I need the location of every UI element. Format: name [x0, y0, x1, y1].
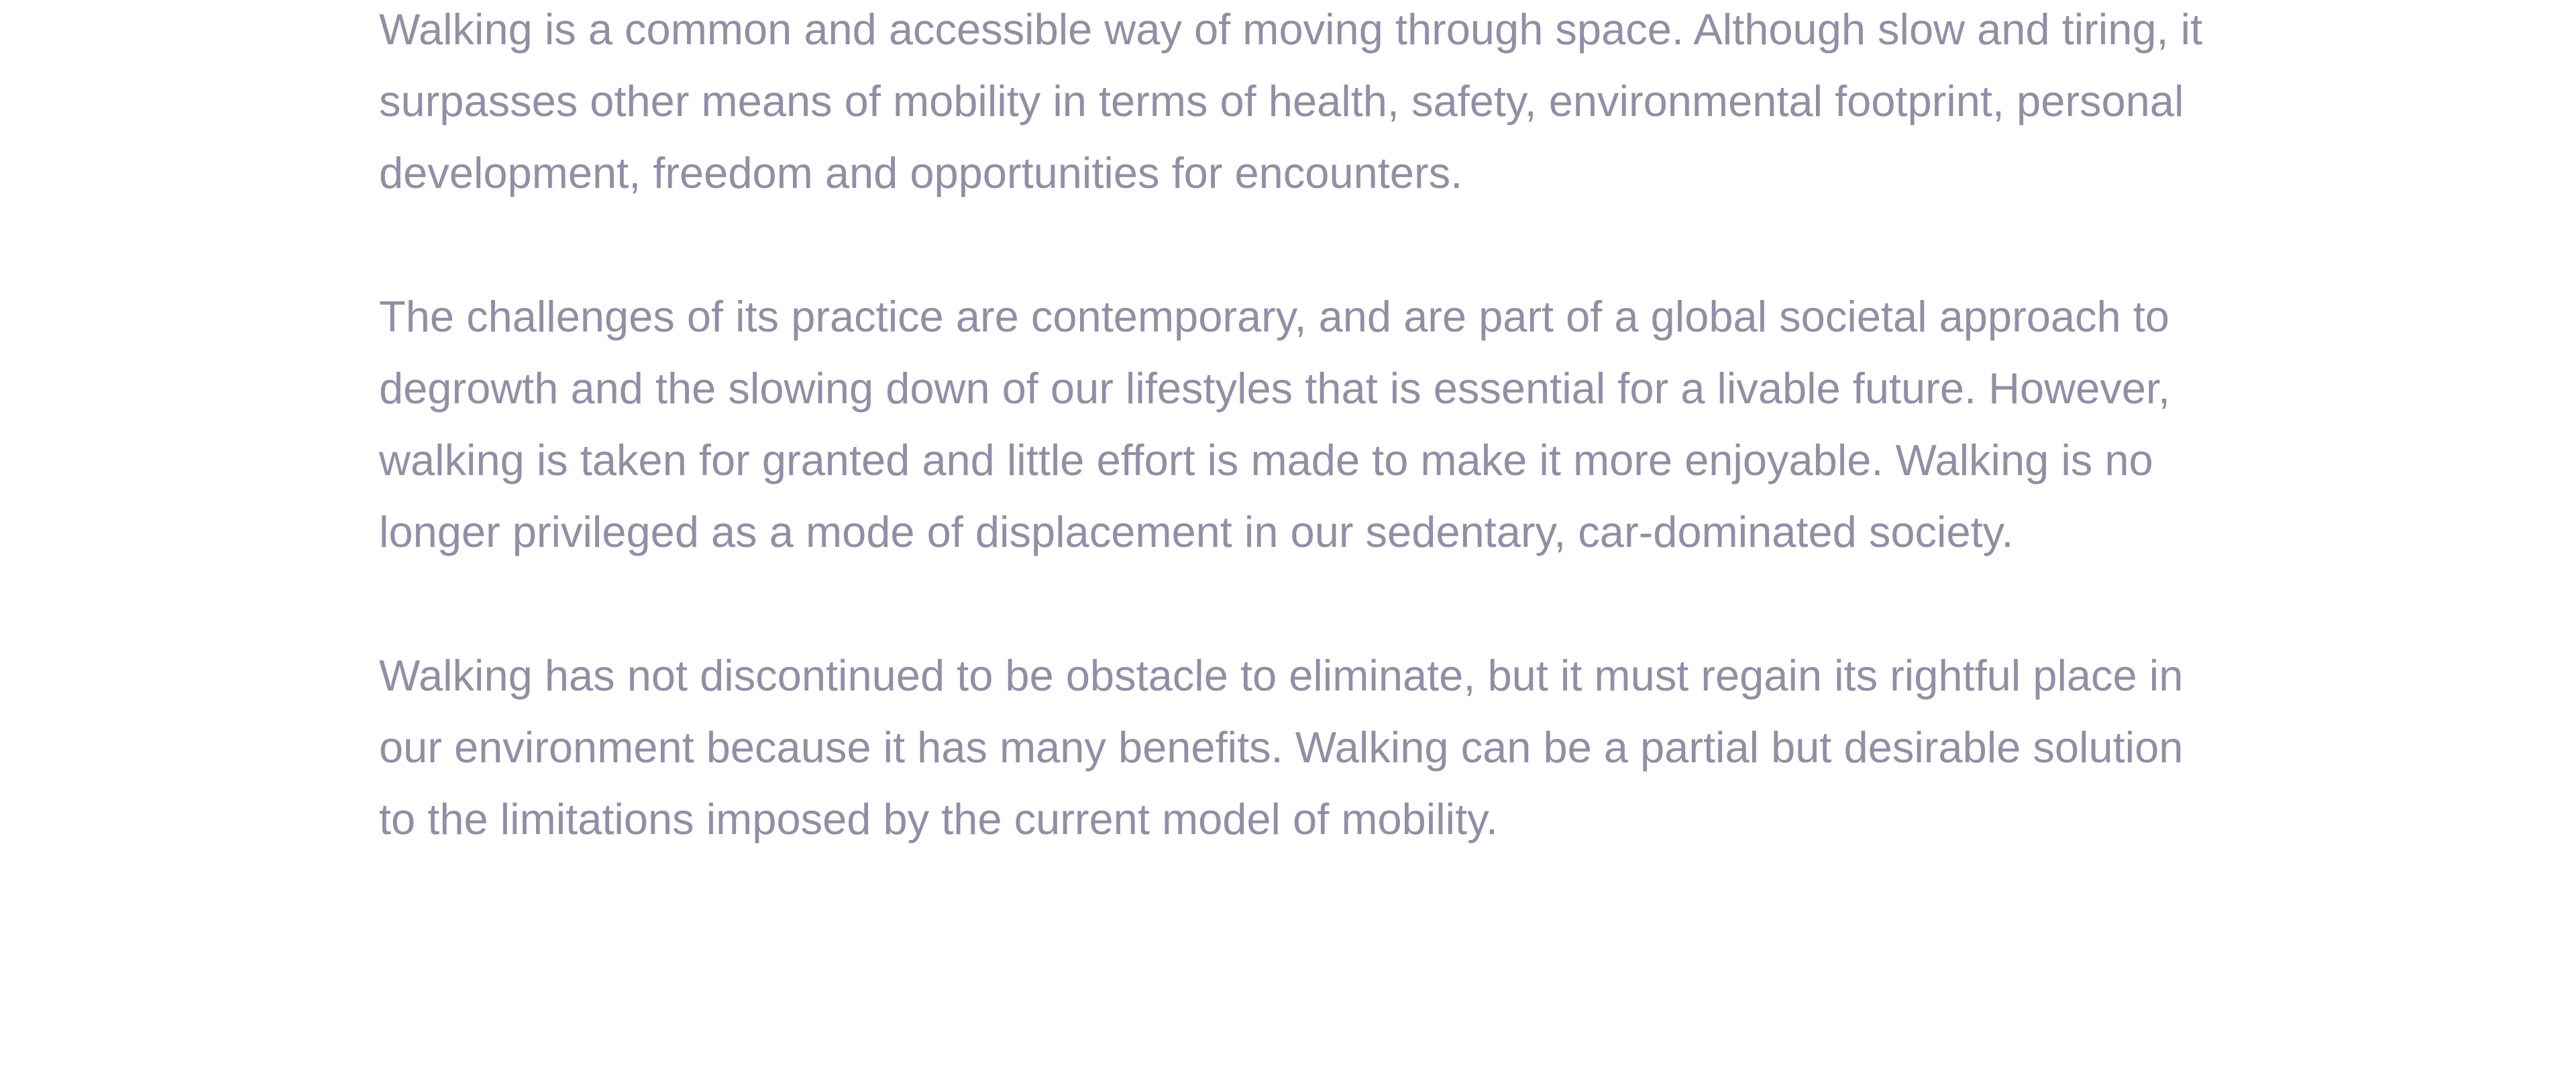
paragraph-intro: Walking is a common and accessible way of moving through space. Although slow and tiring, it surpasses other means of mobility in terms of health, safety, environmental footprint, personal development, freedom and opportunities for encounters.: [379, 5, 2203, 197]
paragraph-challenges: The challenges of its practice are contemporary, and are part of a global societal approach to degrowth and the slowing down of our lifestyles that is essential for a livable future. However, walking is taken for granted and little effort is made to make it more enjoyable. Walking is no longer privileged as a mode of displacement in our sedentary, car-dominated society.: [379, 292, 2171, 556]
article-body: [379, 0, 2231, 927]
paragraph-benefits: Walking has not discontinued to be obstacle to eliminate, but it must regain its rightful place in our environment because it has many benefits. Walking can be a partial but desirable solution to the limitations imposed by the current model of mobility.: [379, 651, 2184, 843]
